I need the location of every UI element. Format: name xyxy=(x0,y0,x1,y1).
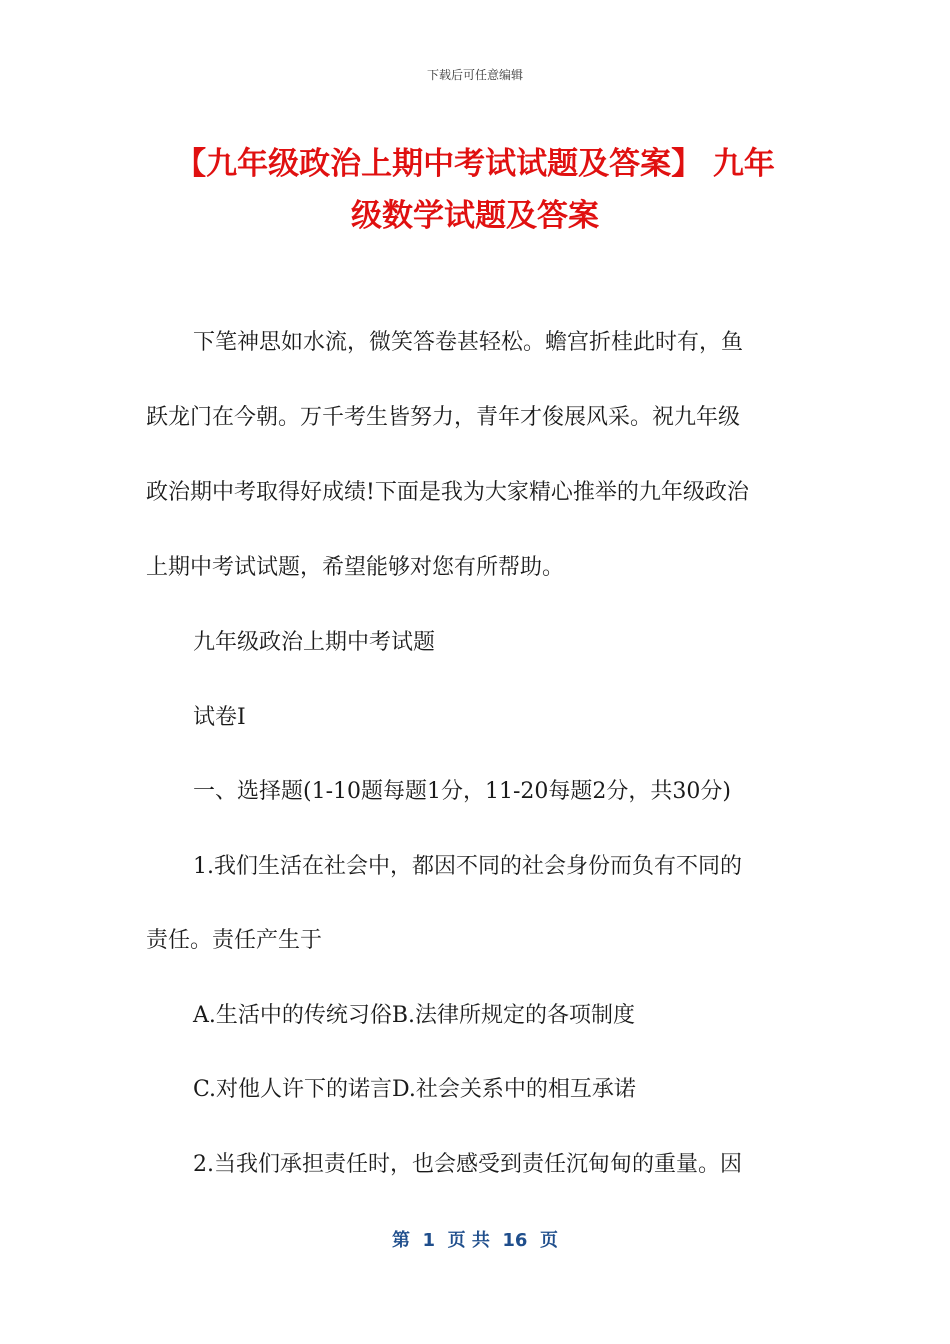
title-line-2: 级数学试题及答案 xyxy=(351,198,599,234)
intro-line-2: 跃龙门在今朝。万千考生皆努力，青年才俊展风采。祝九年级 xyxy=(146,405,741,430)
intro-line-4: 上期中考试试题，希望能够对您有所帮助。 xyxy=(146,555,565,580)
question-1-line-1: 1.我们生活在社会中，都因不同的社会身份而负有不同的 xyxy=(193,854,742,879)
document-title xyxy=(120,138,830,242)
page-number-footer: 第 1 页 共 16 页 xyxy=(392,1230,558,1251)
question-1-options-ab: A.生活中的传统习俗B.法律所规定的各项制度 xyxy=(193,1003,636,1028)
intro-line-3: 政治期中考取得好成绩!下面是我为大家精心推举的九年级政治 xyxy=(146,480,749,505)
question-2-line-1: 2.当我们承担责任时，也会感受到责任沉甸甸的重量。因 xyxy=(193,1152,742,1177)
section-heading: 一、选择题(1-10题每题1分，11-20每题2分，共30分) xyxy=(193,779,732,804)
paper-label: 试卷Ⅰ xyxy=(193,705,246,730)
page-header-note: 下载后可任意编辑 xyxy=(426,68,523,82)
exam-title: 九年级政治上期中考试题 xyxy=(193,630,436,655)
intro-line-1: 下笔神思如水流，微笑答卷甚轻松。蟾宫折桂此时有，鱼 xyxy=(193,330,744,355)
question-1-line-2: 责任。责任产生于 xyxy=(146,928,323,953)
question-1-options-cd: C.对他人许下的诺言D.社会关系中的相互承诺 xyxy=(193,1077,636,1102)
title-line-1: 【九年级政治上期中考试试题及答案】 九年 xyxy=(175,146,775,182)
